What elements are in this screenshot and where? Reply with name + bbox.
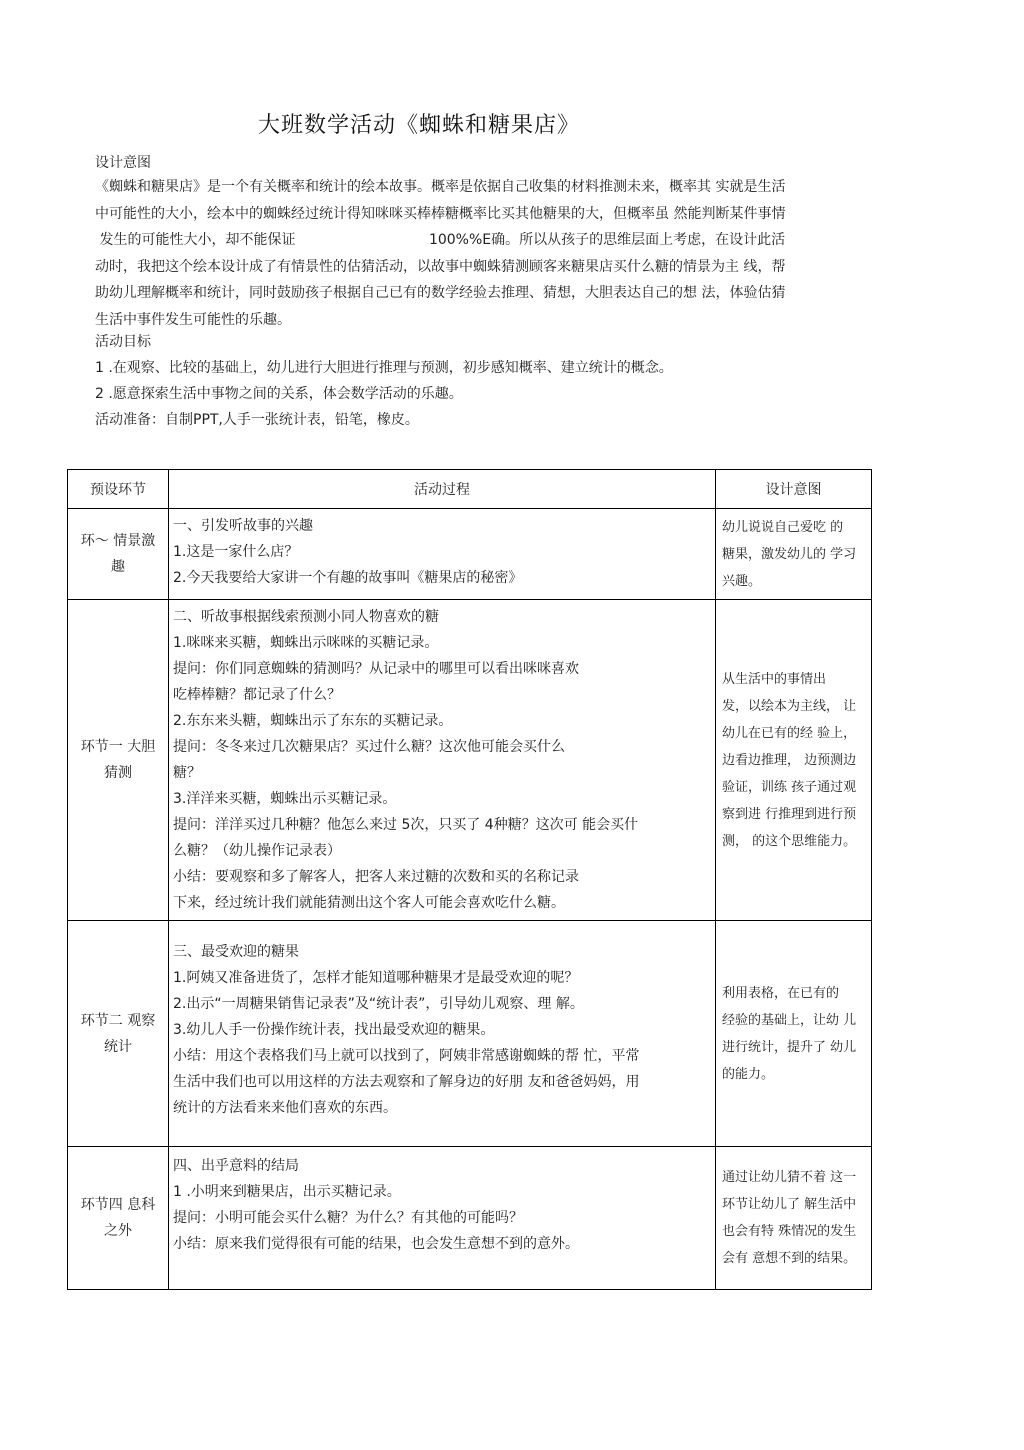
table-header-row <box>68 470 872 509</box>
process-line: 1.咪咪来买糖，蜘蛛出示咪咪的买糖记录。 <box>173 635 439 651</box>
process-line: 2.出示“一周糖果销售记录表”及“统计表”，引导幼儿观察、理 解。 <box>173 996 584 1012</box>
intent-line: 幼儿说说自己爱吃 的 <box>722 519 844 535</box>
intent-line: 边看边推理， 边预测边 <box>722 752 857 768</box>
process-line: 2.东东来头糖，蜘蛛出示了东东的买糖记录。 <box>173 713 453 729</box>
preparation-text: 活动准备：自制PPT,人手一张统计表，铅笔，橡皮。 <box>95 412 419 428</box>
intent-line: 察到进 行推理到进行预 <box>722 806 857 822</box>
intent-line: 也会有特 殊情况的发生 <box>722 1224 857 1239</box>
process-cell <box>169 921 716 1147</box>
process-line: 3.幼儿人手一份操作统计表，找出最受欢迎的糖果。 <box>173 1022 495 1038</box>
intent-line: 会有 意想不到的结果。 <box>722 1251 857 1266</box>
goals-heading: 活动目标 <box>95 334 151 350</box>
intent-line: 糖果，激发幼儿的 学习 <box>722 546 857 562</box>
intent-line: 进行统计，提升了 幼儿 <box>722 1039 857 1055</box>
process-line: 吃棒棒糖？都记录了什么？ <box>173 687 341 703</box>
intent-line: 的能力。 <box>722 1066 775 1082</box>
design-intent-line: 生活中事件发生可能性的乐趣。 <box>95 311 291 328</box>
intent-cell <box>716 600 872 921</box>
design-intent-line: 动时，我把这个绘本设计成了有情景性的估猜活动，以故事中蜘蛛猜测顾客来糖果店买什么糖的情景为主 线，帮 <box>95 258 786 275</box>
process-line: 统计的方法看来来他们喜欢的东西。 <box>173 1100 397 1116</box>
process-line: 四、出乎意料的结局 <box>173 1158 299 1174</box>
intent-line: 兴趣。 <box>722 573 762 589</box>
intent-line: 利用表格，在已有的 <box>722 985 840 1001</box>
process-cell <box>169 509 716 600</box>
stage-text: 环节二 观察 <box>80 1012 156 1029</box>
intent-line: 环节让幼儿了 解生活中 <box>722 1197 857 1212</box>
stage-text: 环～ 情景激 <box>80 533 156 549</box>
process-line: 二、听故事根据线索预测小同人物喜欢的糖 <box>173 609 439 625</box>
stage-cell <box>68 921 169 1147</box>
process-line: 2.今天我要给大家讲一个有趣的故事叫《糖果店的秘密》 <box>173 570 523 586</box>
process-line: 1.这是一家什么店？ <box>173 544 299 560</box>
process-line: 提问：你们同意蜘蛛的猜测吗？从记录中的哪里可以看出咪咪喜欢 <box>173 661 579 677</box>
table-row <box>68 509 872 600</box>
process-cell <box>169 600 716 921</box>
design-intent-heading: 设计意图 <box>95 155 151 171</box>
intent-line: 通过让幼儿猜不着 这一 <box>722 1170 857 1185</box>
process-line: 3.洋洋来买糖，蜘蛛出示买糖记录。 <box>173 791 397 807</box>
column-header-process: 活动过程 <box>169 470 716 509</box>
intent-cell <box>716 1147 872 1290</box>
goal-item: 1 .在观察、比较的基础上，幼儿进行大胆进行推理与预测，初步感知概率、建立统计的概念。 <box>95 360 673 376</box>
document-title: 大班数学活动《蜘蛛和糖果店》 <box>258 113 581 138</box>
stage-text: 猜测 <box>104 765 132 781</box>
stage-text: 环节四 息科 <box>80 1197 156 1213</box>
stage-cell <box>68 509 169 600</box>
process-line: 生活中我们也可以用这样的方法去观察和了解身边的好朋 友和爸爸妈妈，用 <box>173 1074 640 1090</box>
process-line: 提问：洋洋买过几种糖？他怎么来过 5次，只买了 4种糖？这次可 能会买什 <box>173 817 639 833</box>
table-row <box>68 600 872 921</box>
column-header-intent: 设计意图 <box>716 470 872 509</box>
process-line: 一、引发听故事的兴趣 <box>173 518 313 534</box>
process-line: 1.阿姨又准备进货了，怎样才能知道哪种糖果才是最受欢迎的呢？ <box>173 970 579 986</box>
column-header-stage: 预设环节 <box>68 470 169 509</box>
table-row <box>68 921 872 1147</box>
stage-text: 趣 <box>111 559 125 575</box>
stage-text: 之外 <box>104 1223 132 1239</box>
process-line: 小结：用这个表格我们马上就可以找到了，阿姨非常感谢蜘蛛的帮 忙，平常 <box>173 1048 640 1064</box>
intent-cell <box>716 509 872 600</box>
process-line: 糖？ <box>173 765 201 781</box>
goal-item: 2 .愿意探索生活中事物之间的关系，体会数学活动的乐趣。 <box>95 386 463 402</box>
intent-cell <box>716 921 872 1147</box>
stage-text: 环节一 大胆 <box>80 739 156 755</box>
intent-line: 经验的基础上，让幼 儿 <box>722 1012 857 1028</box>
design-intent-paragraph <box>95 174 895 333</box>
stage-text: 统计 <box>104 1038 132 1055</box>
intent-line: 幼儿在已有的经 验上， <box>722 725 857 741</box>
process-line: 三、最受欢迎的糖果 <box>173 944 299 960</box>
design-intent-line: 《蜘蛛和糖果店》是一个有关概率和统计的绘本故事。概率是依据自己收集的材料推测未来，概率其 实就是生活 <box>95 179 786 195</box>
intent-line: 验证，训练 孩子通过观 <box>722 779 857 795</box>
intent-line: 测， 的这个思维能力。 <box>722 833 857 849</box>
process-line: 提问：冬冬来过几次糖果店？买过什么糖？这次他可能会买什么 <box>173 739 565 755</box>
process-line: 提问：小明可能会买什么糖？为什么？有其他的可能吗？ <box>173 1210 523 1226</box>
process-line: 小结：原来我们觉得很有可能的结果，也会发生意想不到的意外。 <box>173 1236 579 1252</box>
stage-cell <box>68 1147 169 1290</box>
intent-line: 发，以绘本为主线， 让 <box>722 698 857 714</box>
process-line: 么糖？（幼儿操作记录表） <box>173 843 341 859</box>
activity-plan-table <box>67 469 872 1290</box>
design-intent-line: 发生的可能性大小，却不能保证 100%%E确。所以从孩子的思维层面上考虑，在设计此活 <box>95 232 786 248</box>
design-intent-line: 中可能性的大小，绘本中的蜘蛛经过统计得知咪咪买棒棒糖概率比买其他糖果的大，但概率虽 然能判断某件事情 <box>95 205 786 222</box>
process-line: 下来，经过统计我们就能猜测出这个客人可能会喜欢吃什么糖。 <box>173 895 565 911</box>
table-row <box>68 1147 872 1290</box>
process-cell <box>169 1147 716 1290</box>
design-intent-line: 助幼儿理解概率和统计，同时鼓励孩子根据自己已有的数学经验去推理、猜想，大胆表达自己的想 法，体验估猜 <box>95 285 786 301</box>
intent-line: 从生活中的事情出 <box>722 671 827 687</box>
stage-cell <box>68 600 169 921</box>
process-line: 1 .小明来到糖果店，出示买糖记录。 <box>173 1184 401 1200</box>
process-line: 小结：要观察和多了解客人，把客人来过糖的次数和买的名称记录 <box>173 869 579 885</box>
